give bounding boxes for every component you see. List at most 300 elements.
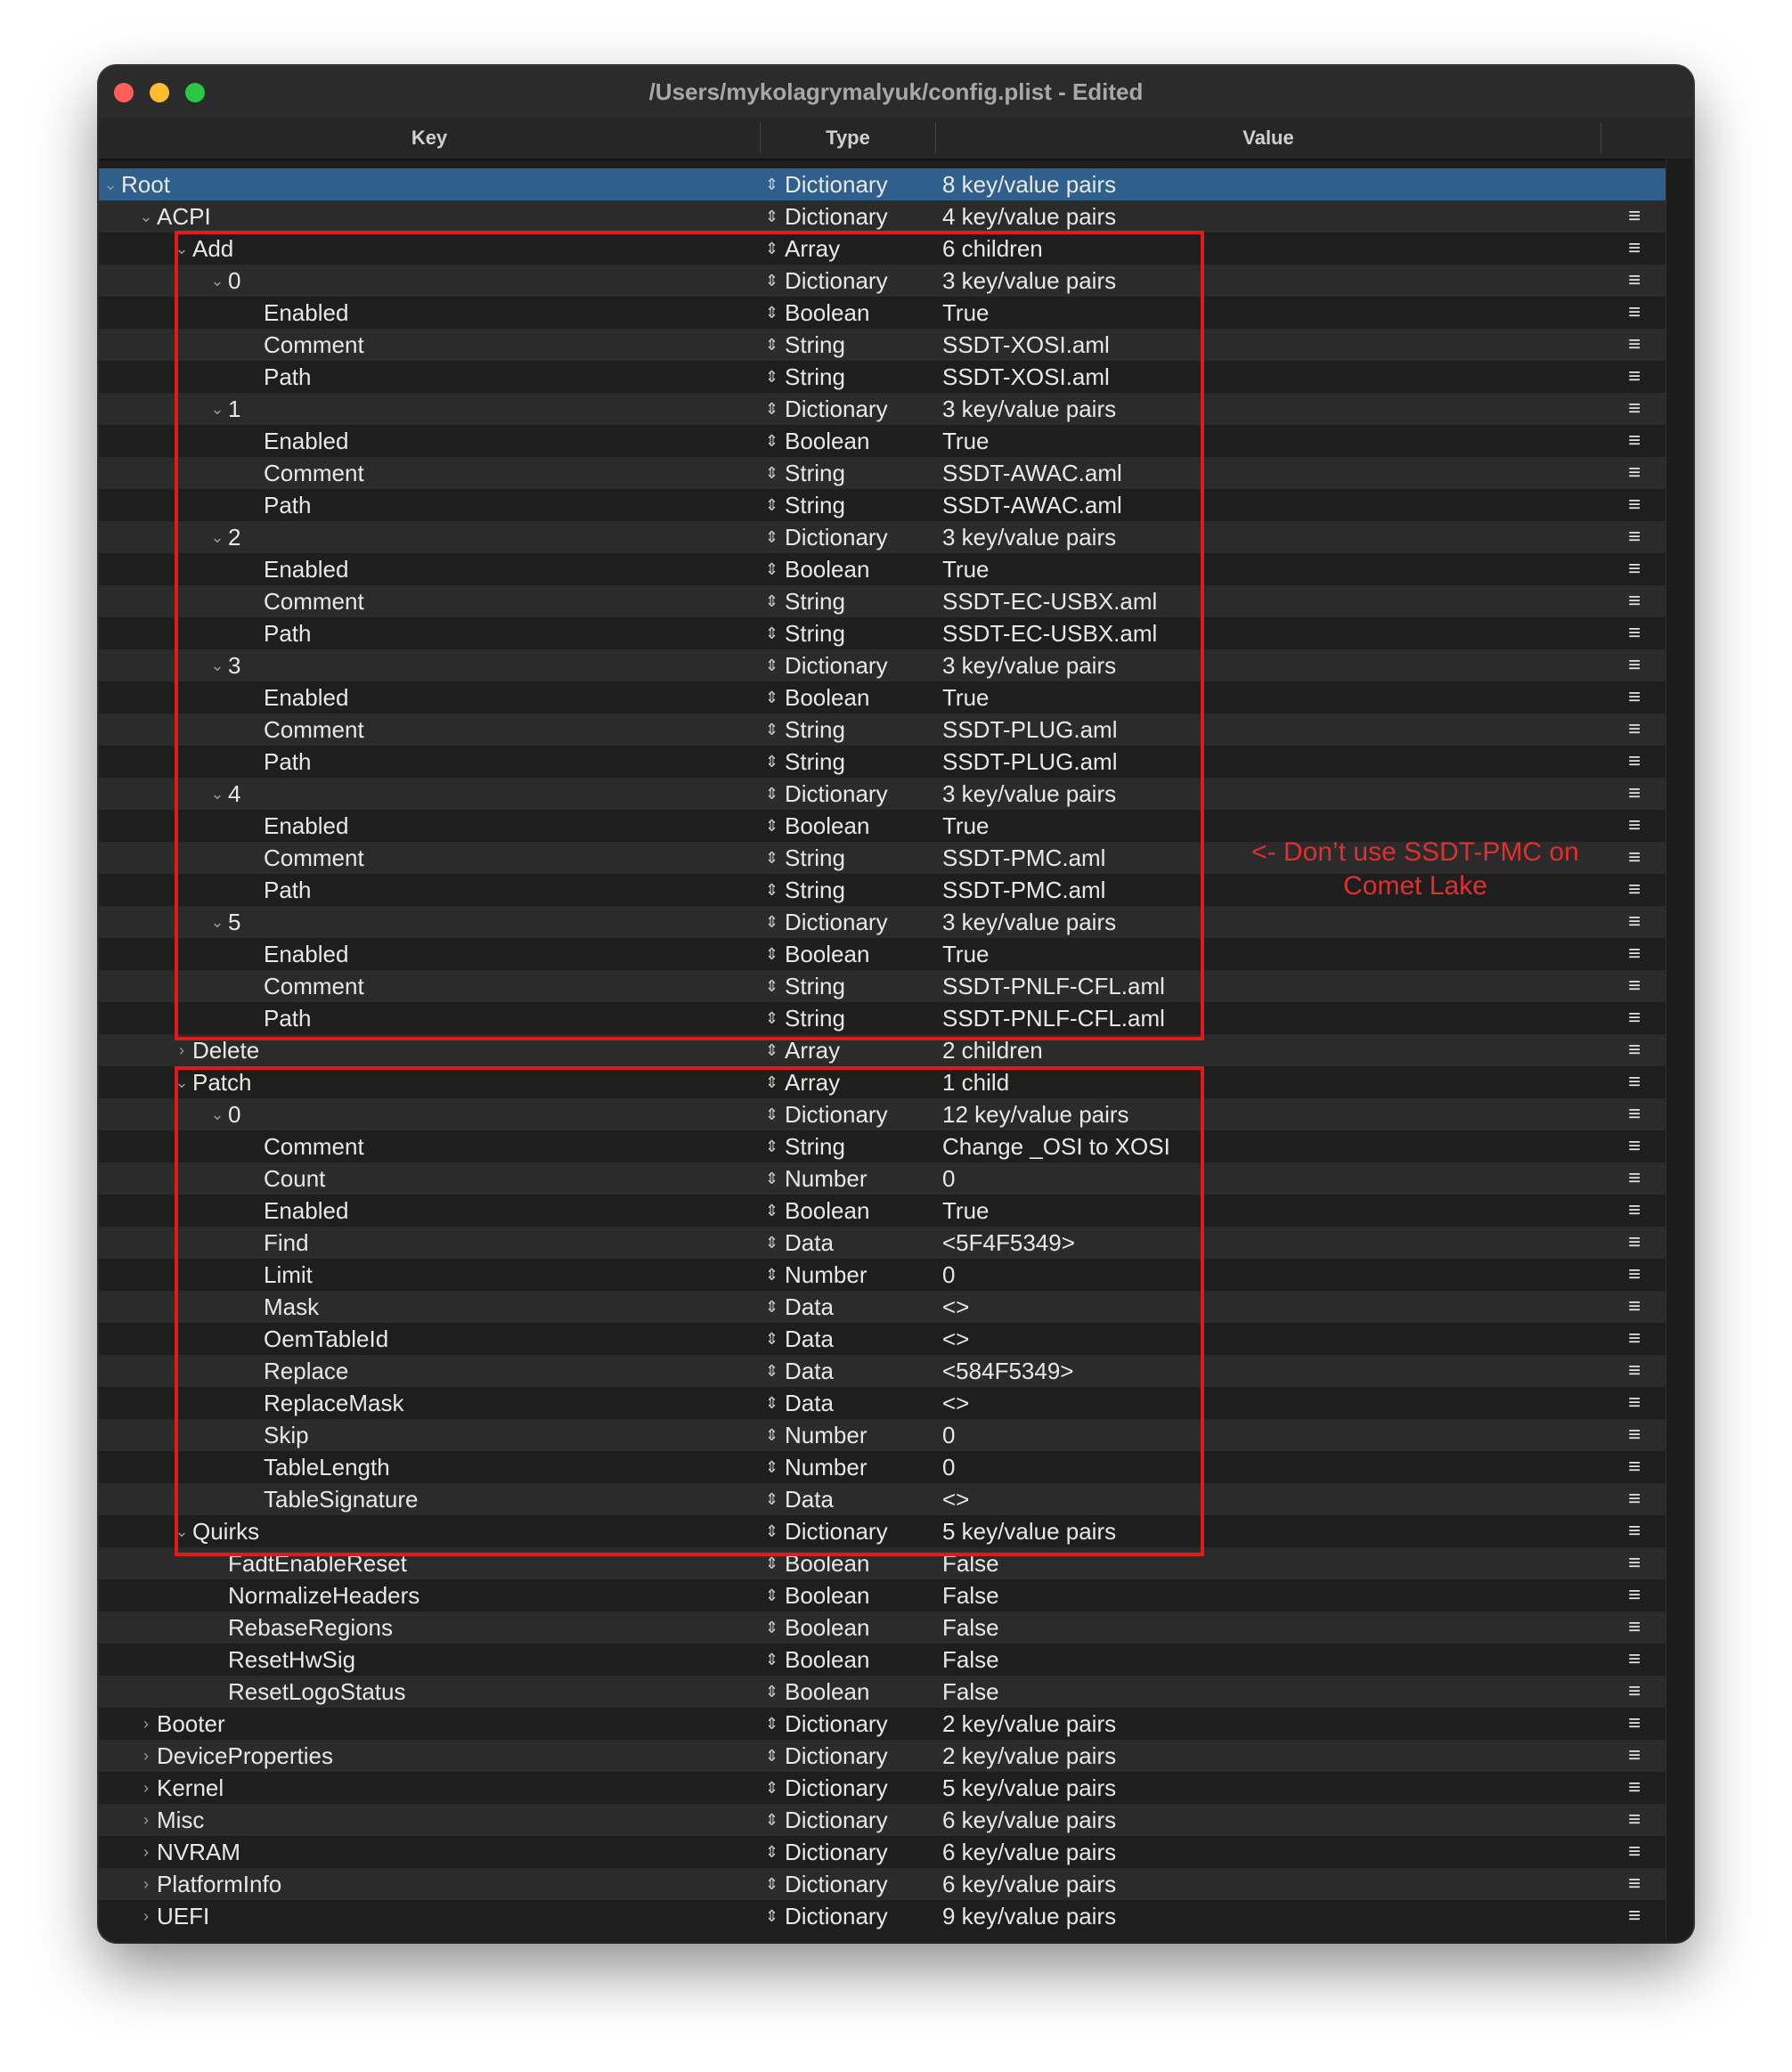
hamburger-menu-icon[interactable]: ≡ [1627, 749, 1641, 773]
hamburger-menu-icon[interactable]: ≡ [1627, 1262, 1641, 1286]
row-key[interactable]: Skip [264, 1422, 309, 1448]
row-type[interactable]: Boolean [785, 1582, 870, 1609]
hamburger-menu-icon[interactable]: ≡ [1627, 845, 1641, 869]
row-type[interactable]: Data [785, 1229, 834, 1256]
row-type[interactable]: Dictionary [785, 1774, 888, 1801]
row-value[interactable]: SSDT-PLUG.aml [942, 716, 1118, 743]
row-key[interactable]: Booter [157, 1710, 225, 1737]
row-type[interactable]: Data [785, 1293, 834, 1320]
row-value[interactable]: Change _OSI to XOSI [942, 1133, 1170, 1160]
hamburger-menu-icon[interactable]: ≡ [1627, 525, 1641, 549]
row-value[interactable]: False [942, 1646, 999, 1673]
row-value[interactable]: 6 children [942, 235, 1043, 262]
row-value[interactable]: SSDT-AWAC.aml [942, 492, 1122, 518]
row-value[interactable]: 5 key/value pairs [942, 1518, 1117, 1545]
row-value[interactable]: 4 key/value pairs [942, 203, 1117, 230]
row-key[interactable]: Enabled [264, 299, 349, 326]
hamburger-menu-icon[interactable]: ≡ [1627, 204, 1641, 228]
updown-arrows-icon[interactable]: ⇕ [765, 1875, 779, 1893]
row-key[interactable]: Path [264, 492, 312, 518]
row-value[interactable]: 3 key/value pairs [942, 267, 1117, 294]
row-type[interactable]: String [785, 492, 845, 518]
updown-arrows-icon[interactable]: ⇕ [765, 1105, 779, 1123]
updown-arrows-icon[interactable]: ⇕ [765, 1683, 779, 1701]
hamburger-menu-icon[interactable]: ≡ [1627, 1615, 1641, 1639]
row-type[interactable]: Dictionary [785, 780, 888, 807]
hamburger-menu-icon[interactable]: ≡ [1627, 1583, 1641, 1607]
row-key[interactable]: Delete [192, 1037, 260, 1064]
row-type[interactable]: Array [785, 235, 841, 262]
chevron-down-icon[interactable]: ⌄ [210, 1105, 224, 1123]
chevron-down-icon[interactable]: ⌄ [210, 913, 224, 931]
row-value[interactable]: 6 key/value pairs [942, 1807, 1117, 1833]
row-type[interactable]: String [785, 331, 845, 358]
row-value[interactable]: False [942, 1678, 999, 1705]
row-type[interactable]: Dictionary [785, 1101, 888, 1128]
row-value[interactable]: True [942, 941, 990, 967]
row-type[interactable]: Boolean [785, 684, 870, 711]
row-value[interactable]: False [942, 1550, 999, 1577]
hamburger-menu-icon[interactable]: ≡ [1627, 877, 1641, 901]
row-type[interactable]: Dictionary [785, 1871, 888, 1897]
row-value[interactable]: True [942, 684, 990, 711]
row-value[interactable]: SSDT-PMC.aml [942, 844, 1106, 871]
row-key[interactable]: Comment [264, 844, 364, 871]
row-key[interactable]: ReplaceMask [264, 1390, 404, 1416]
row-key[interactable]: 0 [228, 267, 241, 294]
updown-arrows-icon[interactable]: ⇕ [765, 1426, 779, 1444]
updown-arrows-icon[interactable]: ⇕ [765, 1907, 779, 1925]
row-value[interactable]: SSDT-PNLF-CFL.aml [942, 973, 1165, 999]
row-key[interactable]: 1 [228, 396, 241, 422]
chevron-right-icon[interactable]: › [143, 1747, 149, 1765]
outline-row[interactable] [99, 1836, 1666, 1868]
row-key[interactable]: Replace [264, 1358, 349, 1384]
row-value[interactable]: SSDT-EC-USBX.aml [942, 588, 1158, 615]
hamburger-menu-icon[interactable]: ≡ [1627, 813, 1641, 837]
row-key[interactable]: OemTableId [264, 1326, 389, 1352]
row-type[interactable]: Boolean [785, 428, 870, 454]
row-type[interactable]: Dictionary [785, 171, 888, 198]
hamburger-menu-icon[interactable]: ≡ [1627, 1840, 1641, 1864]
row-type[interactable]: Boolean [785, 1550, 870, 1577]
row-value[interactable]: 3 key/value pairs [942, 780, 1117, 807]
updown-arrows-icon[interactable]: ⇕ [765, 657, 779, 674]
row-type[interactable]: Number [785, 1454, 867, 1481]
updown-arrows-icon[interactable]: ⇕ [765, 1458, 779, 1476]
hamburger-menu-icon[interactable]: ≡ [1627, 974, 1641, 998]
row-type[interactable]: String [785, 973, 845, 999]
row-type[interactable]: String [785, 1005, 845, 1032]
row-key[interactable]: NormalizeHeaders [228, 1582, 420, 1609]
chevron-right-icon[interactable]: › [143, 1907, 149, 1925]
chevron-right-icon[interactable]: › [143, 1843, 149, 1861]
updown-arrows-icon[interactable]: ⇕ [765, 432, 779, 450]
hamburger-menu-icon[interactable]: ≡ [1627, 1519, 1641, 1543]
row-key[interactable]: Mask [264, 1293, 320, 1320]
row-key[interactable]: Limit [264, 1261, 313, 1288]
row-type[interactable]: Array [785, 1037, 841, 1064]
row-type[interactable]: String [785, 363, 845, 390]
updown-arrows-icon[interactable]: ⇕ [765, 1202, 779, 1220]
row-key[interactable]: 0 [228, 1101, 241, 1128]
updown-arrows-icon[interactable]: ⇕ [765, 336, 779, 354]
chevron-down-icon[interactable]: ⌄ [210, 657, 224, 674]
outline-row[interactable] [99, 1804, 1666, 1836]
updown-arrows-icon[interactable]: ⇕ [765, 849, 779, 867]
row-key[interactable]: Comment [264, 331, 364, 358]
updown-arrows-icon[interactable]: ⇕ [765, 913, 779, 931]
row-key[interactable]: Find [264, 1229, 309, 1256]
hamburger-menu-icon[interactable]: ≡ [1627, 1038, 1641, 1062]
row-value[interactable]: False [942, 1582, 999, 1609]
row-key[interactable]: Comment [264, 588, 364, 615]
outline-row[interactable] [99, 1772, 1666, 1804]
row-key[interactable]: FadtEnableReset [228, 1550, 407, 1577]
row-type[interactable]: Dictionary [785, 267, 888, 294]
row-type[interactable]: Dictionary [785, 909, 888, 935]
outline-row[interactable] [99, 1676, 1666, 1708]
hamburger-menu-icon[interactable]: ≡ [1627, 1326, 1641, 1350]
row-value[interactable]: 0 [942, 1422, 956, 1448]
hamburger-menu-icon[interactable]: ≡ [1627, 685, 1641, 709]
row-type[interactable]: String [785, 716, 845, 743]
hamburger-menu-icon[interactable]: ≡ [1627, 493, 1641, 517]
updown-arrows-icon[interactable]: ⇕ [765, 240, 779, 257]
row-type[interactable]: Array [785, 1069, 841, 1096]
row-key[interactable]: Quirks [192, 1518, 260, 1545]
hamburger-menu-icon[interactable]: ≡ [1627, 1872, 1641, 1896]
row-value[interactable]: 9 key/value pairs [942, 1903, 1117, 1929]
updown-arrows-icon[interactable]: ⇕ [765, 1843, 779, 1861]
row-type[interactable]: Boolean [785, 812, 870, 839]
row-key[interactable]: TableSignature [264, 1486, 419, 1513]
row-key[interactable]: ResetLogoStatus [228, 1678, 406, 1705]
chevron-down-icon[interactable]: ⌄ [210, 272, 224, 290]
row-type[interactable]: Boolean [785, 1614, 870, 1641]
chevron-down-icon[interactable]: ⌄ [210, 528, 224, 546]
row-key[interactable]: DeviceProperties [157, 1742, 333, 1769]
row-key[interactable]: 5 [228, 909, 241, 935]
row-type[interactable]: String [785, 1133, 845, 1160]
row-type[interactable]: Dictionary [785, 1710, 888, 1737]
chevron-right-icon[interactable]: › [143, 1779, 149, 1797]
updown-arrows-icon[interactable]: ⇕ [765, 496, 779, 514]
row-key[interactable]: Enabled [264, 941, 349, 967]
updown-arrows-icon[interactable]: ⇕ [765, 689, 779, 706]
row-type[interactable]: Data [785, 1358, 834, 1384]
row-type[interactable]: String [785, 844, 845, 871]
row-key[interactable]: ACPI [157, 203, 211, 230]
updown-arrows-icon[interactable]: ⇕ [765, 1362, 779, 1380]
chevron-down-icon[interactable]: ⌄ [139, 208, 153, 225]
updown-arrows-icon[interactable]: ⇕ [765, 560, 779, 578]
row-type[interactable]: String [785, 748, 845, 775]
hamburger-menu-icon[interactable]: ≡ [1627, 1775, 1641, 1799]
updown-arrows-icon[interactable]: ⇕ [765, 785, 779, 803]
hamburger-menu-icon[interactable]: ≡ [1627, 332, 1641, 356]
row-type[interactable]: Dictionary [785, 1518, 888, 1545]
row-key[interactable]: UEFI [157, 1903, 210, 1929]
chevron-down-icon[interactable]: ⌄ [210, 785, 224, 803]
updown-arrows-icon[interactable]: ⇕ [765, 304, 779, 322]
updown-arrows-icon[interactable]: ⇕ [765, 1073, 779, 1091]
updown-arrows-icon[interactable]: ⇕ [765, 1266, 779, 1284]
row-value[interactable]: True [942, 1197, 990, 1224]
hamburger-menu-icon[interactable]: ≡ [1627, 396, 1641, 420]
row-value[interactable]: SSDT-PNLF-CFL.aml [942, 1005, 1165, 1032]
hamburger-menu-icon[interactable]: ≡ [1627, 1904, 1641, 1928]
row-value[interactable]: 2 key/value pairs [942, 1710, 1117, 1737]
hamburger-menu-icon[interactable]: ≡ [1627, 910, 1641, 934]
hamburger-menu-icon[interactable]: ≡ [1627, 1391, 1641, 1415]
row-value[interactable]: SSDT-PLUG.aml [942, 748, 1118, 775]
row-type[interactable]: Number [785, 1165, 867, 1192]
hamburger-menu-icon[interactable]: ≡ [1627, 1102, 1641, 1126]
updown-arrows-icon[interactable]: ⇕ [765, 817, 779, 835]
row-key[interactable]: ResetHwSig [228, 1646, 356, 1673]
row-key[interactable]: Misc [157, 1807, 205, 1833]
row-key[interactable]: Enabled [264, 556, 349, 583]
chevron-down-icon[interactable]: ⌄ [175, 1073, 189, 1091]
updown-arrows-icon[interactable]: ⇕ [765, 1587, 779, 1604]
row-value[interactable]: SSDT-AWAC.aml [942, 460, 1122, 486]
row-type[interactable]: Data [785, 1486, 834, 1513]
row-value[interactable]: True [942, 428, 990, 454]
row-type[interactable]: Boolean [785, 556, 870, 583]
vertical-scrollbar[interactable] [1666, 159, 1693, 1942]
updown-arrows-icon[interactable]: ⇕ [765, 208, 779, 225]
row-key[interactable]: PlatformInfo [157, 1871, 282, 1897]
hamburger-menu-icon[interactable]: ≡ [1627, 1647, 1641, 1671]
row-value[interactable]: 3 key/value pairs [942, 524, 1117, 551]
updown-arrows-icon[interactable]: ⇕ [765, 1619, 779, 1636]
column-header-type[interactable]: Type [826, 126, 870, 149]
hamburger-menu-icon[interactable]: ≡ [1627, 557, 1641, 581]
row-type[interactable]: Data [785, 1390, 834, 1416]
row-type[interactable]: String [785, 588, 845, 615]
column-header-value[interactable]: Value [1242, 126, 1294, 149]
hamburger-menu-icon[interactable]: ≡ [1627, 653, 1641, 677]
outline-row[interactable] [99, 1900, 1666, 1932]
hamburger-menu-icon[interactable]: ≡ [1627, 300, 1641, 324]
updown-arrows-icon[interactable]: ⇕ [765, 1779, 779, 1797]
updown-arrows-icon[interactable]: ⇕ [765, 1170, 779, 1187]
row-key[interactable]: Enabled [264, 1197, 349, 1224]
updown-arrows-icon[interactable]: ⇕ [765, 1490, 779, 1508]
chevron-down-icon[interactable]: ⌄ [103, 175, 118, 193]
row-type[interactable]: String [785, 620, 845, 647]
outline-row[interactable] [99, 1579, 1666, 1611]
row-value[interactable]: SSDT-PMC.aml [942, 877, 1106, 903]
hamburger-menu-icon[interactable]: ≡ [1627, 1230, 1641, 1254]
row-value[interactable]: False [942, 1614, 999, 1641]
updown-arrows-icon[interactable]: ⇕ [765, 1394, 779, 1412]
hamburger-menu-icon[interactable]: ≡ [1627, 236, 1641, 260]
updown-arrows-icon[interactable]: ⇕ [765, 753, 779, 771]
outline-row[interactable] [99, 168, 1666, 200]
hamburger-menu-icon[interactable]: ≡ [1627, 1423, 1641, 1447]
row-value[interactable]: 6 key/value pairs [942, 1839, 1117, 1865]
row-key[interactable]: Root [121, 171, 170, 198]
row-key[interactable]: 4 [228, 780, 241, 807]
updown-arrows-icon[interactable]: ⇕ [765, 1138, 779, 1155]
hamburger-menu-icon[interactable]: ≡ [1627, 428, 1641, 453]
row-type[interactable]: String [785, 460, 845, 486]
updown-arrows-icon[interactable]: ⇕ [765, 1554, 779, 1572]
updown-arrows-icon[interactable]: ⇕ [765, 977, 779, 995]
row-key[interactable]: Path [264, 877, 312, 903]
row-value[interactable]: <5F4F5349> [942, 1229, 1075, 1256]
row-type[interactable]: Data [785, 1326, 834, 1352]
updown-arrows-icon[interactable]: ⇕ [765, 624, 779, 642]
hamburger-menu-icon[interactable]: ≡ [1627, 1743, 1641, 1767]
row-type[interactable]: Boolean [785, 299, 870, 326]
row-value[interactable]: 0 [942, 1454, 956, 1481]
row-key[interactable]: Enabled [264, 812, 349, 839]
row-key[interactable]: Comment [264, 1133, 364, 1160]
chevron-right-icon[interactable]: › [143, 1715, 149, 1733]
hamburger-menu-icon[interactable]: ≡ [1627, 1679, 1641, 1703]
hamburger-menu-icon[interactable]: ≡ [1627, 1455, 1641, 1479]
row-value[interactable]: 2 children [942, 1037, 1043, 1064]
updown-arrows-icon[interactable]: ⇕ [765, 1651, 779, 1668]
outline-row[interactable] [99, 1611, 1666, 1644]
row-key[interactable]: RebaseRegions [228, 1614, 394, 1641]
outline-row[interactable] [99, 1708, 1666, 1740]
row-value[interactable]: True [942, 556, 990, 583]
row-key[interactable]: Comment [264, 973, 364, 999]
row-value[interactable]: 5 key/value pairs [942, 1774, 1117, 1801]
row-value[interactable]: <> [942, 1486, 970, 1513]
row-value[interactable]: True [942, 812, 990, 839]
row-value[interactable]: 3 key/value pairs [942, 652, 1117, 679]
row-key[interactable]: Comment [264, 460, 364, 486]
updown-arrows-icon[interactable]: ⇕ [765, 1811, 779, 1829]
row-key[interactable]: Add [192, 235, 234, 262]
row-key[interactable]: Path [264, 748, 312, 775]
row-type[interactable]: Boolean [785, 1646, 870, 1673]
row-value[interactable]: <> [942, 1390, 970, 1416]
chevron-right-icon[interactable]: › [179, 1041, 184, 1059]
chevron-down-icon[interactable]: ⌄ [175, 240, 189, 257]
row-type[interactable]: Dictionary [785, 652, 888, 679]
hamburger-menu-icon[interactable]: ≡ [1627, 589, 1641, 613]
row-type[interactable]: Dictionary [785, 203, 888, 230]
row-type[interactable]: Dictionary [785, 396, 888, 422]
row-key[interactable]: NVRAM [157, 1839, 240, 1865]
row-key[interactable]: TableLength [264, 1454, 390, 1481]
hamburger-menu-icon[interactable]: ≡ [1627, 461, 1641, 485]
updown-arrows-icon[interactable]: ⇕ [765, 368, 779, 386]
updown-arrows-icon[interactable]: ⇕ [765, 272, 779, 290]
hamburger-menu-icon[interactable]: ≡ [1627, 717, 1641, 741]
row-type[interactable]: Boolean [785, 941, 870, 967]
row-value[interactable]: <> [942, 1293, 970, 1320]
row-key[interactable]: Enabled [264, 428, 349, 454]
row-value[interactable]: 1 child [942, 1069, 1010, 1096]
row-value[interactable]: 0 [942, 1165, 956, 1192]
row-value[interactable]: 3 key/value pairs [942, 396, 1117, 422]
row-type[interactable]: Dictionary [785, 1903, 888, 1929]
row-value[interactable]: 2 key/value pairs [942, 1742, 1117, 1769]
row-value[interactable]: True [942, 299, 990, 326]
hamburger-menu-icon[interactable]: ≡ [1627, 1006, 1641, 1030]
row-type[interactable]: Number [785, 1261, 867, 1288]
updown-arrows-icon[interactable]: ⇕ [765, 721, 779, 738]
row-key[interactable]: Enabled [264, 684, 349, 711]
updown-arrows-icon[interactable]: ⇕ [765, 1234, 779, 1252]
row-key[interactable]: Path [264, 620, 312, 647]
updown-arrows-icon[interactable]: ⇕ [765, 1715, 779, 1733]
row-value[interactable]: 6 key/value pairs [942, 1871, 1117, 1897]
row-value[interactable]: SSDT-XOSI.aml [942, 331, 1110, 358]
updown-arrows-icon[interactable]: ⇕ [765, 464, 779, 482]
updown-arrows-icon[interactable]: ⇕ [765, 400, 779, 418]
updown-arrows-icon[interactable]: ⇕ [765, 1298, 779, 1316]
row-key[interactable]: Patch [192, 1069, 252, 1096]
row-value[interactable]: 8 key/value pairs [942, 171, 1117, 198]
row-type[interactable]: String [785, 877, 845, 903]
row-type[interactable]: Dictionary [785, 524, 888, 551]
hamburger-menu-icon[interactable]: ≡ [1627, 1198, 1641, 1222]
outline-row[interactable] [99, 200, 1666, 232]
row-key[interactable]: Path [264, 363, 312, 390]
outline-row[interactable] [99, 1868, 1666, 1900]
hamburger-menu-icon[interactable]: ≡ [1627, 1294, 1641, 1318]
chevron-right-icon[interactable]: › [143, 1811, 149, 1829]
updown-arrows-icon[interactable]: ⇕ [765, 1522, 779, 1540]
outline-row[interactable] [99, 1740, 1666, 1772]
hamburger-menu-icon[interactable]: ≡ [1627, 1166, 1641, 1190]
row-type[interactable]: Dictionary [785, 1839, 888, 1865]
row-value[interactable]: <> [942, 1326, 970, 1352]
row-type[interactable]: Number [785, 1422, 867, 1448]
outline-row[interactable] [99, 1644, 1666, 1676]
updown-arrows-icon[interactable]: ⇕ [765, 881, 779, 899]
chevron-right-icon[interactable]: › [143, 1875, 149, 1893]
hamburger-menu-icon[interactable]: ≡ [1627, 364, 1641, 388]
hamburger-menu-icon[interactable]: ≡ [1627, 1070, 1641, 1094]
updown-arrows-icon[interactable]: ⇕ [765, 1747, 779, 1765]
row-key[interactable]: Comment [264, 716, 364, 743]
hamburger-menu-icon[interactable]: ≡ [1627, 621, 1641, 645]
row-key[interactable]: Kernel [157, 1774, 224, 1801]
row-key[interactable]: Path [264, 1005, 312, 1032]
row-key[interactable]: 2 [228, 524, 241, 551]
row-value[interactable]: 12 key/value pairs [942, 1101, 1129, 1128]
hamburger-menu-icon[interactable]: ≡ [1627, 1358, 1641, 1383]
updown-arrows-icon[interactable]: ⇕ [765, 1041, 779, 1059]
hamburger-menu-icon[interactable]: ≡ [1627, 781, 1641, 805]
chevron-down-icon[interactable]: ⌄ [175, 1522, 189, 1540]
row-value[interactable]: SSDT-EC-USBX.aml [942, 620, 1158, 647]
hamburger-menu-icon[interactable]: ≡ [1627, 942, 1641, 966]
row-type[interactable]: Boolean [785, 1678, 870, 1705]
hamburger-menu-icon[interactable]: ≡ [1627, 268, 1641, 292]
hamburger-menu-icon[interactable]: ≡ [1627, 1487, 1641, 1511]
updown-arrows-icon[interactable]: ⇕ [765, 528, 779, 546]
row-value[interactable]: <584F5349> [942, 1358, 1074, 1384]
hamburger-menu-icon[interactable]: ≡ [1627, 1711, 1641, 1735]
updown-arrows-icon[interactable]: ⇕ [765, 1330, 779, 1348]
row-value[interactable]: 3 key/value pairs [942, 909, 1117, 935]
row-key[interactable]: Count [264, 1165, 326, 1192]
row-type[interactable]: Boolean [785, 1197, 870, 1224]
updown-arrows-icon[interactable]: ⇕ [765, 175, 779, 193]
updown-arrows-icon[interactable]: ⇕ [765, 945, 779, 963]
row-value[interactable]: SSDT-XOSI.aml [942, 363, 1110, 390]
